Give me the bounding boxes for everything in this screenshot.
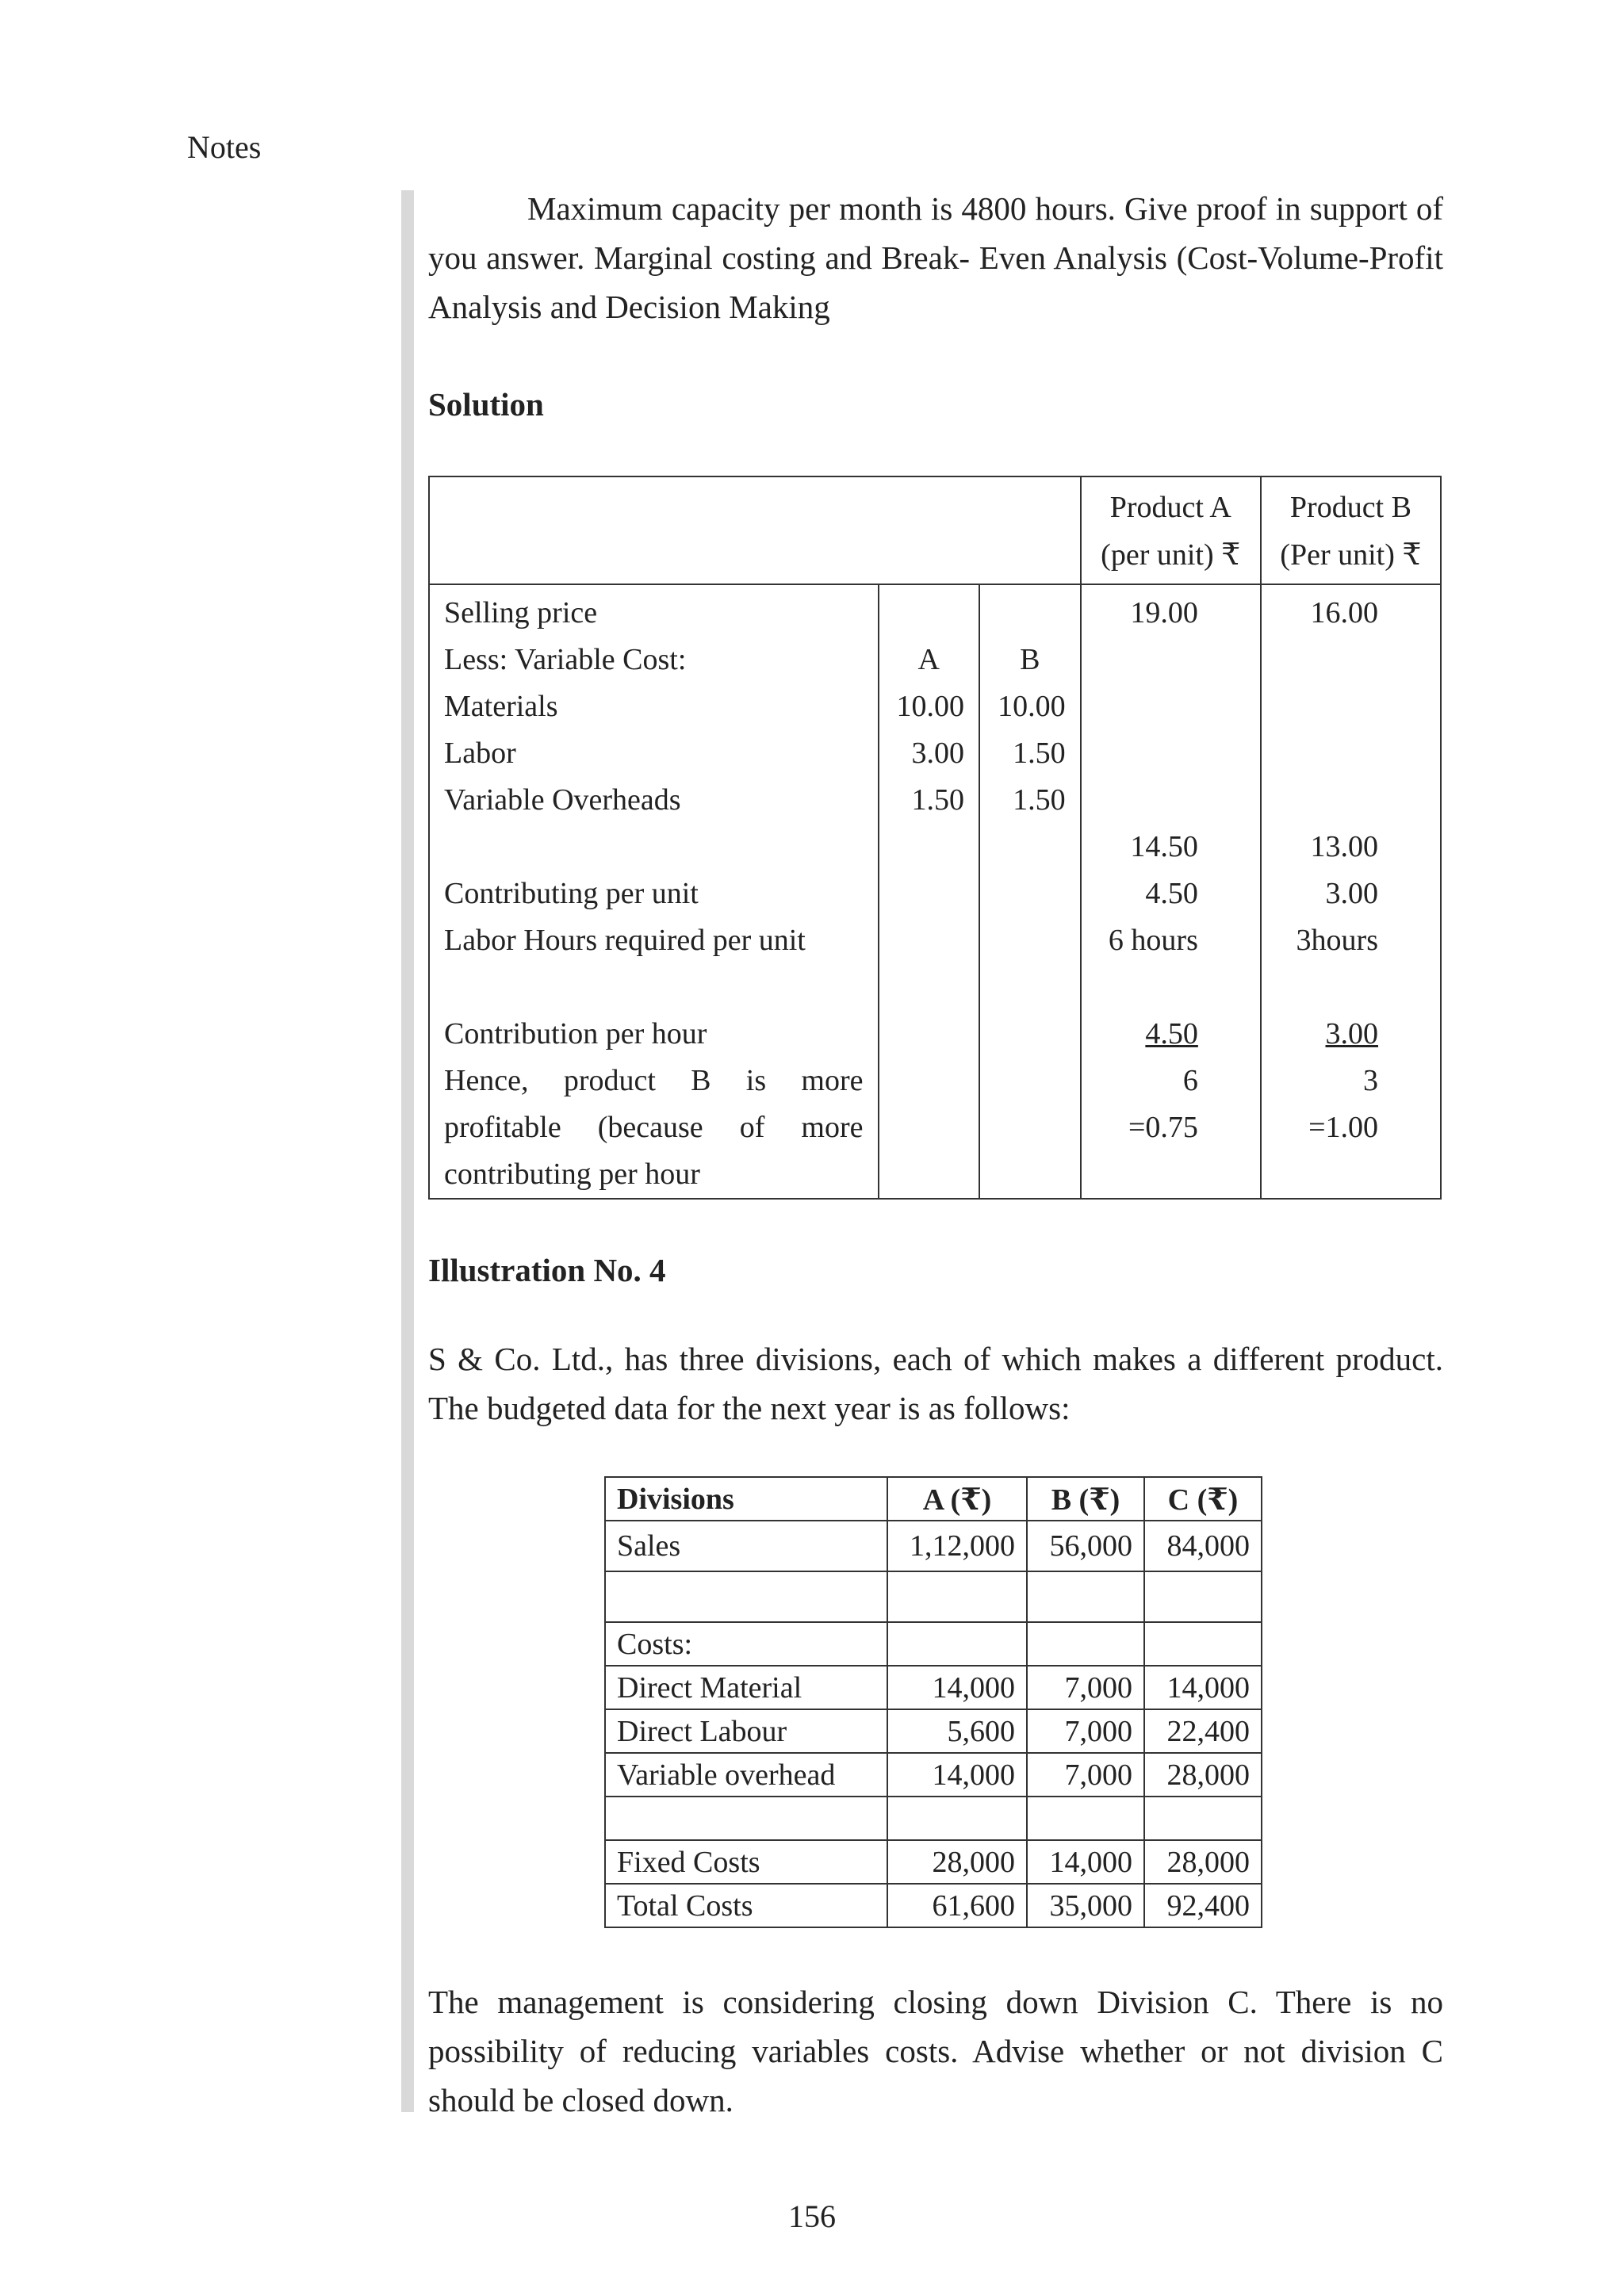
illustration-paragraph: S & Co. Ltd., has three divisions, each of which makes a different product. The budgeted data for the next year is as follows: (428, 1341, 1443, 1426)
cell-product-a (1082, 730, 1260, 777)
product-a-column (1081, 584, 1261, 1199)
row-label: Hence, product B is more (444, 1064, 864, 1097)
table-cell: 7,000 (1027, 1709, 1144, 1753)
cell-b: 1.50 (1013, 737, 1066, 770)
table-row (605, 1797, 1262, 1840)
header-cell: A (₹) (887, 1477, 1027, 1521)
solution-table (428, 476, 1442, 1200)
cell-product-b: 3.00 (1325, 877, 1378, 910)
table-row (605, 1622, 1262, 1666)
table-cell (1144, 1797, 1262, 1840)
table-cell: 28,000 (1144, 1840, 1262, 1884)
variable-cost-b-column (979, 584, 1081, 1199)
row-label: contributing per hour (444, 1158, 700, 1191)
table-cell (605, 1797, 887, 1840)
header-product-a-line2: (per unit) ₹ (1101, 538, 1241, 572)
header-product-b (1261, 476, 1441, 584)
row-label: Selling price (444, 596, 598, 629)
header-product-a-line1: Product A (1109, 491, 1231, 524)
table-cell: 7,000 (1027, 1753, 1144, 1797)
cell-product-a (1082, 637, 1260, 683)
cell-b: B (1020, 643, 1040, 676)
table-cell (1027, 1622, 1144, 1666)
cell-product-a (1082, 964, 1260, 1011)
cell-product-a (1082, 1151, 1260, 1198)
margin-bar (401, 190, 414, 2112)
cell-product-a: =0.75 (1128, 1111, 1198, 1144)
cell-product-b (1262, 683, 1440, 730)
table-row (605, 1709, 1262, 1753)
cell-product-a: 4.50 (1145, 877, 1198, 910)
table-cell: 56,000 (1027, 1521, 1144, 1571)
table-row (605, 1753, 1262, 1797)
table-cell: 35,000 (1027, 1884, 1144, 1927)
row-label (430, 964, 878, 1011)
header-product-b-line2: (Per unit) ₹ (1280, 538, 1422, 572)
table-cell: Total Costs (605, 1884, 887, 1927)
header-blank (429, 476, 1081, 584)
table-cell: 14,000 (1027, 1840, 1144, 1884)
row-label: Labor (444, 737, 516, 770)
table-cell (1144, 1622, 1262, 1666)
cell-product-b: 13.00 (1310, 830, 1378, 863)
table-cell: 84,000 (1144, 1521, 1262, 1571)
description-column (429, 584, 879, 1199)
margin-notes-label: Notes (187, 129, 262, 165)
cell-product-b: 3 (1363, 1064, 1378, 1097)
intro-paragraph: Maximum capacity per month is 4800 hours. Give proof in support of you answer. Marginal costing and Break- Even Analysis (Cost-Volume-Profit Analysis and Decision Making (428, 190, 1443, 325)
illustration-heading: Illustration No. 4 (428, 1252, 666, 1288)
table-cell: Direct Labour (605, 1709, 887, 1753)
cell-b (980, 590, 1080, 637)
cell-product-a: 14.50 (1130, 830, 1198, 863)
row-label: Labor Hours required per unit (444, 924, 806, 957)
header-product-a (1081, 476, 1261, 584)
cell-product-a: 6 (1182, 1064, 1198, 1097)
cell-product-a (1082, 683, 1260, 730)
table-cell (1027, 1571, 1144, 1622)
table-row (605, 1521, 1262, 1571)
row-label: Materials (444, 690, 558, 723)
table-cell (1144, 1571, 1262, 1622)
table-cell: Sales (605, 1521, 887, 1571)
cell-b: 1.50 (1013, 783, 1066, 817)
cell-a: A (917, 643, 940, 676)
cell-a: 1.50 (911, 783, 965, 817)
product-b-column (1261, 584, 1441, 1199)
table-cell: 1,12,000 (887, 1521, 1027, 1571)
divisions-table (604, 1476, 1262, 1928)
table-cell: 28,000 (887, 1840, 1027, 1884)
cell-a: 10.00 (896, 690, 965, 723)
table-cell (887, 1571, 1027, 1622)
table-cell (1027, 1797, 1144, 1840)
header-product-b-line1: Product B (1289, 491, 1411, 524)
table-row (605, 1884, 1262, 1927)
cell-product-a: 4.50 (1145, 1017, 1198, 1050)
header-cell: B (₹) (1027, 1477, 1144, 1521)
row-label: profitable (because of more (444, 1111, 864, 1144)
cell-a: 3.00 (911, 737, 965, 770)
table-cell: 14,000 (887, 1753, 1027, 1797)
table-cell: 5,600 (887, 1709, 1027, 1753)
table-cell: Fixed Costs (605, 1840, 887, 1884)
table-row (605, 1666, 1262, 1709)
cell-product-b: 3hours (1296, 924, 1378, 957)
header-cell: C (₹) (1144, 1477, 1262, 1521)
table-cell: 28,000 (1144, 1753, 1262, 1797)
intro-block (428, 184, 1443, 331)
cell-product-a: 6 hours (1108, 924, 1198, 957)
closing-paragraph: The management is considering closing down Division C. There is no possibility of reducing variables costs. Advise whether or not division C should be closed down. (428, 1984, 1443, 2118)
cell-product-b: 16.00 (1310, 596, 1378, 629)
table-cell (887, 1622, 1027, 1666)
table-cell: 92,400 (1144, 1884, 1262, 1927)
solution-table-header (429, 476, 1441, 584)
cell-product-b (1262, 730, 1440, 777)
row-label: Contribution per hour (444, 1017, 707, 1050)
row-label (430, 824, 878, 871)
cell-product-b (1262, 637, 1440, 683)
table-cell: 7,000 (1027, 1666, 1144, 1709)
table-cell: Costs: (605, 1622, 887, 1666)
cell-b: 10.00 (998, 690, 1066, 723)
table-cell: Variable overhead (605, 1753, 887, 1797)
table-cell (605, 1571, 887, 1622)
solution-heading: Solution (428, 386, 544, 423)
table-cell: 14,000 (1144, 1666, 1262, 1709)
cell-product-b (1262, 777, 1440, 824)
cell-product-a (1082, 777, 1260, 824)
closing-block (428, 1977, 1443, 2125)
table-cell: 14,000 (887, 1666, 1027, 1709)
page-number: 156 (788, 2198, 836, 2234)
cell-product-b: 3.00 (1325, 1017, 1378, 1050)
table-cell: 61,600 (887, 1884, 1027, 1927)
illustration-block (428, 1334, 1443, 1433)
cell-product-b (1262, 964, 1440, 1011)
row-label: Variable Overheads (444, 783, 681, 817)
table-row (605, 1840, 1262, 1884)
header-cell: Divisions (605, 1477, 887, 1521)
cell-product-b: =1.00 (1308, 1111, 1378, 1144)
divisions-table-header (605, 1477, 1262, 1521)
table-cell: 22,400 (1144, 1709, 1262, 1753)
variable-cost-a-column (879, 584, 980, 1199)
row-label: Less: Variable Cost: (444, 643, 687, 676)
table-cell: Direct Material (605, 1666, 887, 1709)
cell-a (879, 590, 979, 637)
solution-table-body (429, 584, 1441, 1199)
table-cell (887, 1797, 1027, 1840)
row-label: Contributing per unit (444, 877, 699, 910)
table-row (605, 1571, 1262, 1622)
cell-product-b (1262, 1151, 1440, 1198)
cell-product-a: 19.00 (1130, 596, 1198, 629)
